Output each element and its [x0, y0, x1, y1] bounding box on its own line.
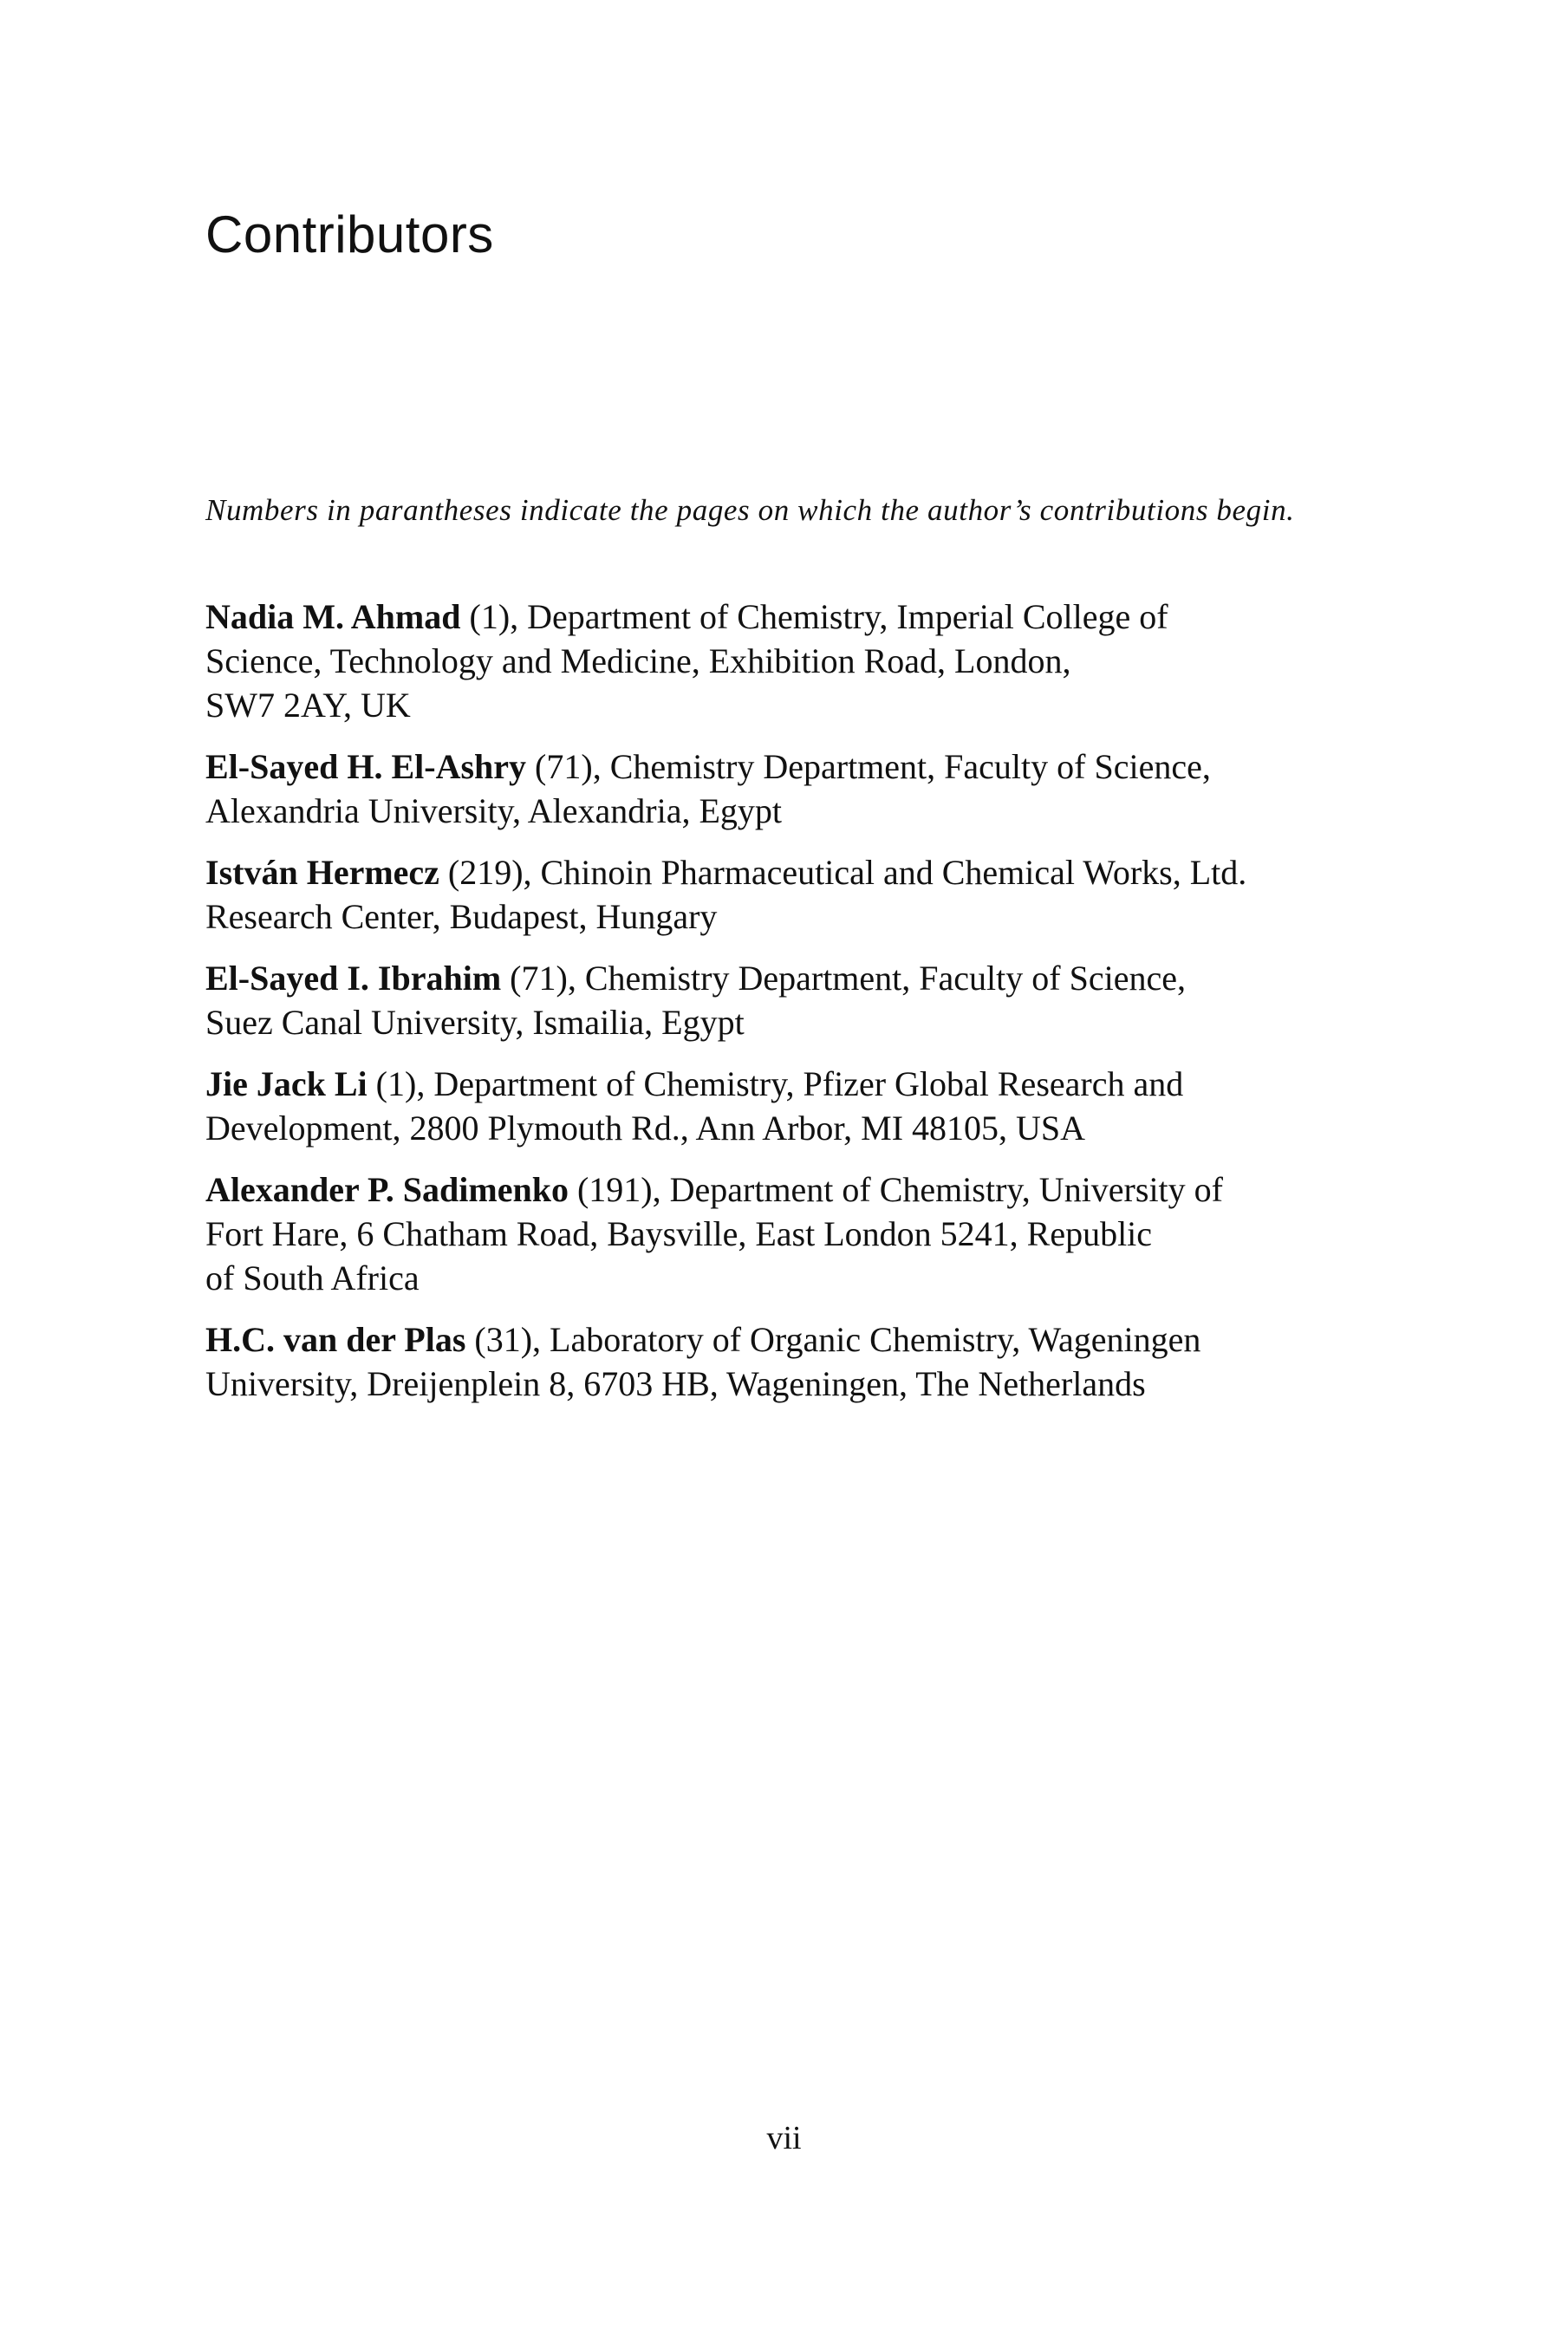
contributor-name: H.C. van der Plas: [205, 1320, 466, 1359]
affiliation-text: (71), Chemistry Department, Faculty of Science,: [526, 747, 1211, 786]
contributor-name: Alexander P. Sadimenko: [205, 1170, 569, 1209]
affiliation-line: Alexandria University, Alexandria, Egypt: [205, 791, 782, 830]
contributor-name: El-Sayed H. El-Ashry: [205, 747, 527, 786]
contributor-entry: [205, 745, 1402, 833]
affiliation-line: Suez Canal University, Ismailia, Egypt: [205, 1003, 745, 1042]
contributor-entry: [205, 850, 1402, 939]
affiliation-line: of South Africa: [205, 1258, 420, 1297]
page-number: vii: [766, 2120, 802, 2156]
affiliation-text: (31), Laboratory of Organic Chemistry, Wageningen: [465, 1320, 1201, 1359]
affiliation-line: Fort Hare, 6 Chatham Road, Baysville, East London 5241, Republic: [205, 1214, 1153, 1253]
affiliation-text: (1), Department of Chemistry, Imperial College of: [460, 597, 1168, 636]
entry-first-line: [205, 1167, 1402, 1212]
entry-first-line: [205, 745, 1402, 789]
contributor-name: Jie Jack Li: [205, 1064, 368, 1103]
page-title: Contributors: [205, 205, 494, 263]
contributor-entry: [205, 1317, 1402, 1406]
affiliation-line: University, Dreijenplein 8, 6703 HB, Wageningen, The Netherlands: [205, 1364, 1146, 1403]
contributor-entry: [205, 1167, 1402, 1300]
contributor-entry: [205, 956, 1402, 1044]
contributor-name: Nadia M. Ahmad: [205, 597, 461, 636]
affiliation-text: (191), Department of Chemistry, University of: [568, 1170, 1223, 1209]
affiliation-text: (219), Chinoin Pharmaceutical and Chemical Works, Ltd.: [439, 853, 1247, 892]
contributor-name: El-Sayed I. Ibrahim: [205, 959, 502, 998]
affiliation-line: SW7 2AY, UK: [205, 686, 411, 725]
contributor-name: István Hermecz: [205, 853, 439, 892]
entry-first-line: [205, 956, 1402, 1000]
contributor-entry: [205, 1062, 1402, 1150]
entry-first-line: [205, 1317, 1402, 1362]
contributor-entry: [205, 595, 1402, 727]
entry-first-line: [205, 595, 1402, 639]
entry-first-line: [205, 1062, 1402, 1106]
affiliation-line: Research Center, Budapest, Hungary: [205, 897, 718, 936]
entry-first-line: [205, 850, 1402, 894]
affiliation-text: (1), Department of Chemistry, Pfizer Global Research and: [367, 1064, 1184, 1103]
affiliation-line: Science, Technology and Medicine, Exhibition Road, London,: [205, 641, 1071, 680]
affiliation-line: Development, 2800 Plymouth Rd., Ann Arbor, MI 48105, USA: [205, 1109, 1086, 1148]
intro-note: Numbers in parantheses indicate the pages on which the author’s contributions begin.: [205, 493, 1295, 527]
affiliation-text: (71), Chemistry Department, Faculty of Science,: [501, 959, 1186, 998]
contributor-list: [205, 595, 1402, 1423]
